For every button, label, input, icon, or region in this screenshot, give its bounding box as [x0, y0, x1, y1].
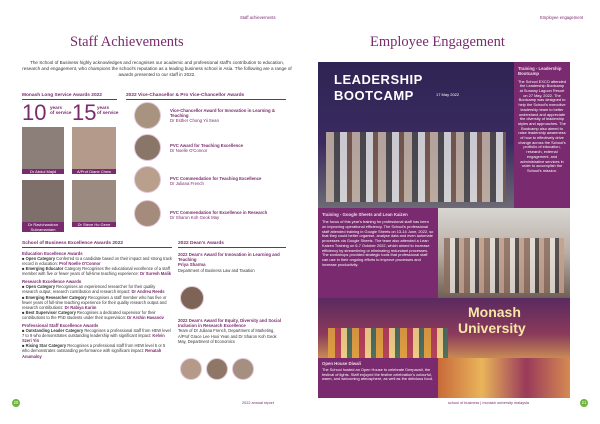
banner-bootcamp: BOOTCAMP	[334, 88, 414, 103]
fifteen-years-label: years of service	[97, 105, 119, 116]
photo-diwali-open-house	[318, 298, 570, 358]
group-of-staff	[326, 132, 506, 202]
pvc-commendation-teaching: PVC Commendation for Teaching Excellence Dr Juliana French	[170, 176, 262, 187]
banner-date: 17 May 2022	[436, 92, 460, 97]
portrait-team-1	[180, 358, 202, 380]
portrait-juliana-french	[134, 166, 161, 193]
photo-diwali-celebration	[438, 358, 570, 398]
banner-leadership: LEADERSHIP	[334, 72, 423, 87]
fifteen-years-number: 15	[72, 100, 97, 125]
running-header-right: Employee engagement	[540, 15, 584, 20]
page-number-right: 21	[581, 400, 587, 405]
photo-ravichandran	[22, 180, 64, 222]
running-header-left: Staff achievements	[240, 15, 276, 20]
diwali-sign-monash: Monash	[468, 304, 521, 320]
photo-training-group	[438, 208, 570, 298]
ten-years-number: 10	[22, 100, 47, 125]
photo-diane-chew	[72, 127, 116, 169]
long-service-heading: Monash Long Service Awards 2022	[22, 93, 102, 98]
portrait-sharon-koh	[134, 200, 161, 227]
caption-diane-chew: A/Prof Diane Chew	[72, 169, 116, 174]
open-house-text-box: Open House Diwali The School hosted an Open House to celebrate Deepavali, the festival of lights. Staff enjoyed the festive celebration's colourful, warm, and welcoming atmosphere, as well as the delicious food.	[318, 358, 438, 398]
pvc-commendation-research: PVC Commendation for Excellence in Research Dr Sharon Koh Geok May	[170, 210, 268, 221]
diwali-sign-university: University	[458, 320, 526, 336]
leadership-text-box: Training - Leadership Bootcamp The School EXCO attended the Leadership Bootcamp at Sunway Lagoon Resort on 27 May, 2022. The Bootcamp was designed to help the School's executive leadership team to better understand and appreciate the diversity of leadership styles and approaches. The Bootcamp also aimed to raise leadership awareness of how to effectively drive change across the School's portfolio of education, research, external engagement, and administrative services in order to accomplish the School's mission.	[514, 62, 570, 208]
vc-award-item: Vice-Chancellor Award for Innovation in Learning & Teaching Dr Esther Chong Yii Sean	[170, 108, 275, 124]
caption-steve-ho-gene: Dr Steve Ho Gene	[72, 222, 116, 227]
divider	[178, 247, 286, 248]
photo-steve-ho-gene	[72, 180, 116, 222]
vc-awards-heading: 2022 Vice-Chancellor & Pro Vice-Chancellor Awards	[126, 93, 245, 98]
photo-abdul-majid	[22, 127, 64, 169]
divider	[22, 247, 172, 248]
portrait-team-3	[232, 358, 254, 380]
deans-award-equity: 2022 Dean's Award for Equity, Diversity and Social Inclusion in Research Excellence Team of Dr Juliana French, Department of Marketing, A/Prof Grace Lee Hooi Yean and Dr Sharon Koh Geok May, Department of Economics	[178, 318, 281, 344]
ten-years-label: years of service	[50, 105, 72, 116]
deans-award-innovation: 2022 Dean's Award for Innovation in Learning and Teaching Priya Sharma Department of Business Law and Taxation	[178, 252, 280, 273]
divider	[126, 99, 286, 100]
page-title-staff-achievements: Staff Achievements	[70, 34, 184, 50]
excellence-list: Education Excellence Awards ■ Open Category Conferred to a candidate based on their impact and strong track record in education: Prof Noelle O'Connor ■ Emerging Educator Category Recognises the educational excellence of a staff member with five or fewer years of full-time teaching experience: Dr Suresh Malik Research Excellence Awards ■ Open Category Recognises an experienced researcher for their quality research output, research contribution and research impact: Dr Andrea Reeds ■ Emerging Researcher Category Recognises a staff member who has five or fewer years of full-time teaching experience for their quality research output and research contributions: Dr Rabiya Karim ■ Best Supervisor Category Recognises a dedicated supervisor for their contributions to the PhD students under their supervision: Dr Arshin Hasanov Professional Staff Excellence Awards ■ Outstanding Leader Category Recognises a professional staff from HEW level 7 to 9 who demonstrates outstanding leadership with significant impact: Kelvin Szeri Yin ■ Rising Star Category Recognises a professional staff from HEW level 6 or 5 who demonstrates outstanding performance with significant impact: Renatah Anumaloy	[22, 251, 172, 359]
page-number-left: 20	[13, 400, 19, 405]
portrait-esther-chong	[134, 102, 161, 129]
caption-ravichandran: Dr Ravichandran Subramaniam	[22, 222, 64, 232]
page-title-employee-engagement: Employee Engagement	[370, 34, 505, 50]
deans-awards-heading: 2022 Dean's Awards	[178, 241, 224, 246]
footer-left: 2022 annual report	[242, 401, 274, 405]
pvc-award-item: PVC Award for Teaching Excellence Dr Noelle O'Connor	[170, 143, 243, 154]
excellence-heading: School of Business Excellence Awards 2022	[22, 241, 124, 246]
portrait-noelle-oconnor	[134, 134, 161, 161]
portrait-team-2	[206, 358, 228, 380]
photo-leadership-bootcamp	[318, 62, 514, 208]
caption-abdul-majid: Dr Abdul Majid	[22, 169, 64, 174]
training-text-box: Training - Google Sheets and Lean Kaizen The focus of this year's training for professional staff has been on improving operational efficiency. The School's professional staff attended training in Google Sheets on 13-14 June, 2022, so that they could better organise, analyse data and even automate processes via Google Sheets. The team also attended a Lean Kaizen Training on 6-7 October 2022, which aimed to increase efficiency by streamlining or eliminating redundant processes. The workshops provided strategic tools that professional staff can use in their ongoing efforts to improve processes and increase productivity.	[318, 208, 438, 298]
portrait-priya-sharma	[180, 286, 204, 310]
intro-paragraph: The School of Business highly acknowledges and recognises our academic and professional staff's contribution to education, research and engagement, who champions the school's reputation as a leading business school in Asia. The following are a range of awards presented to our staff in 2022.	[22, 60, 292, 78]
footer-right: school of business | monash university malaysia	[448, 401, 529, 405]
